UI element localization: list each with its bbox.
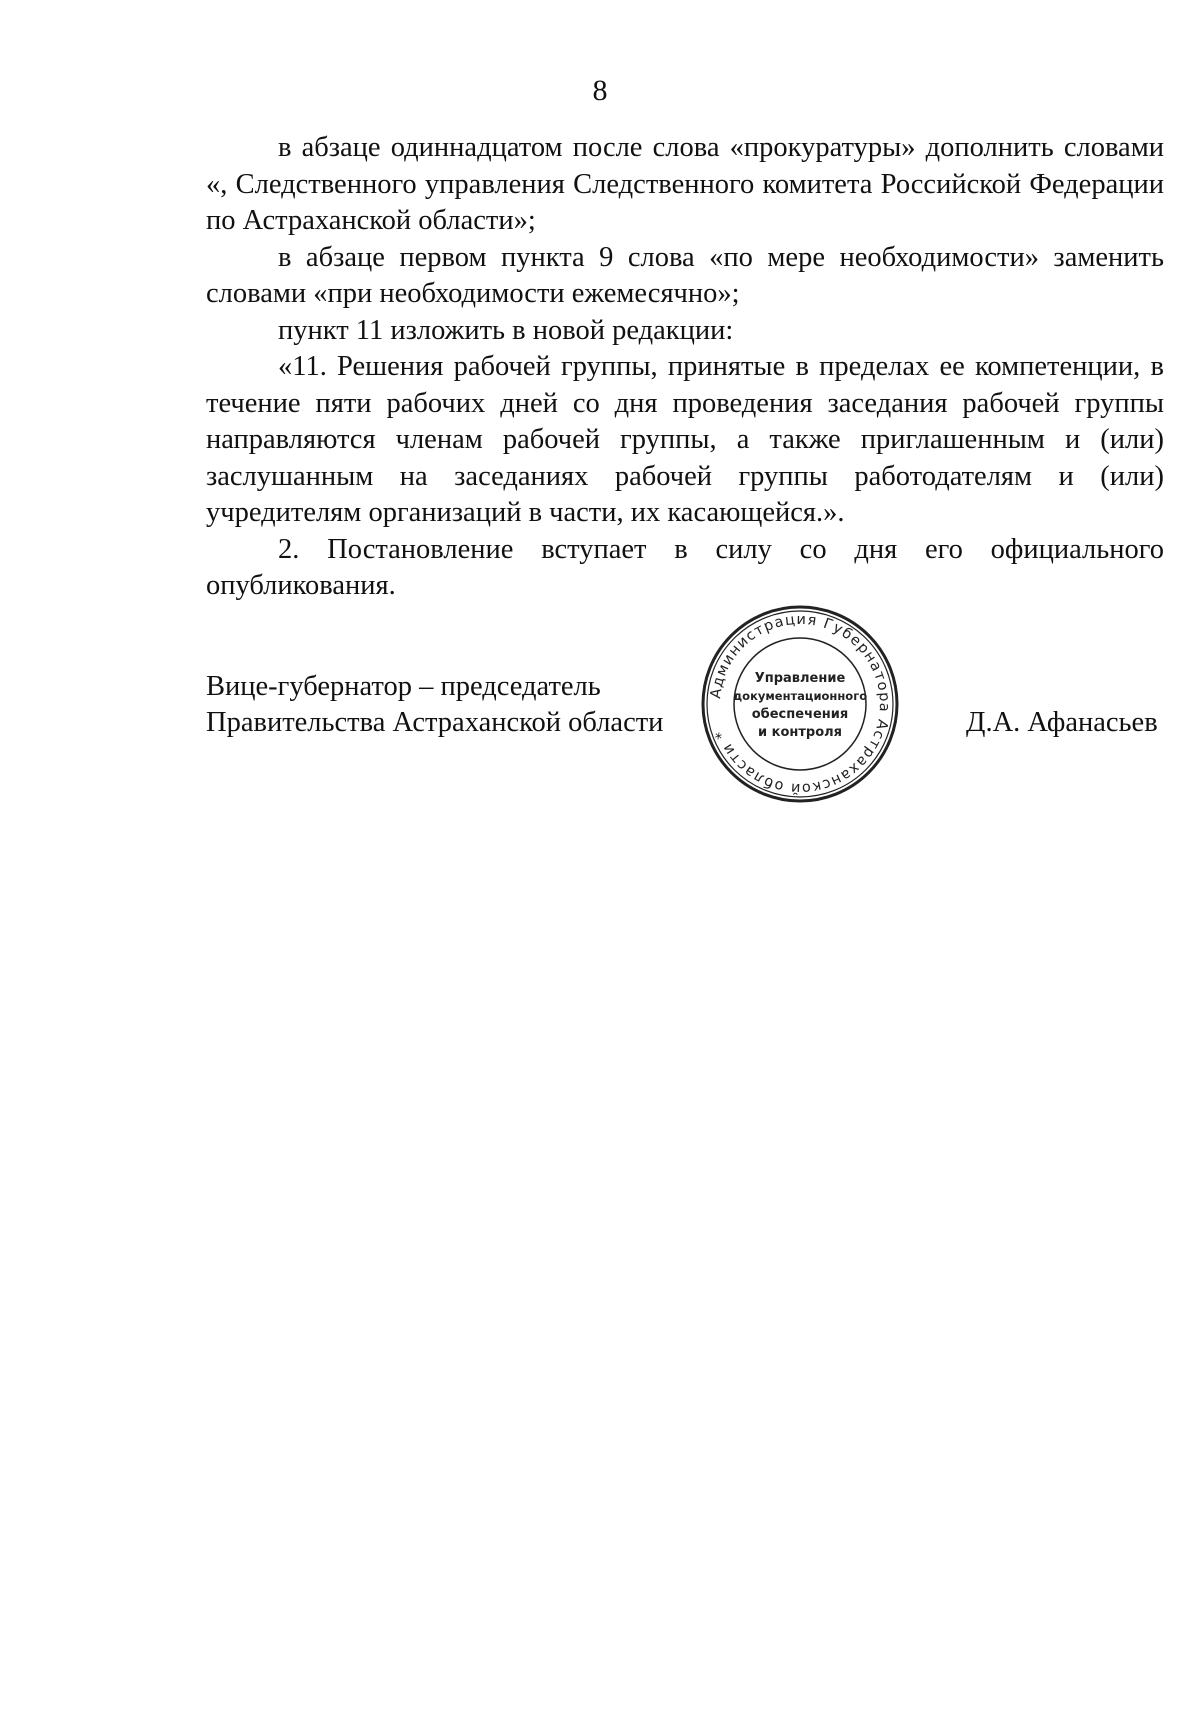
- signature-position-line1: Вице-губернатор – председатель: [206, 671, 601, 702]
- official-seal: [700, 604, 900, 804]
- paragraph-amendment-11: в абзаце одиннадцатом после слова «прокуратуры» дополнить словами «, Следственного управления Следственного комитета Российской Федерации по Астраханской области»;: [206, 132, 1164, 236]
- seal-center-line1: Управление: [754, 671, 846, 686]
- signature-position-line2: Правительства Астраханской области: [206, 707, 664, 738]
- seal-center-line3: обеспечения: [751, 707, 849, 722]
- signature-position: [206, 669, 663, 741]
- paragraph-amendment-9: в абзаце первом пункта 9 слова «по мере необходимости» заменить словами «при необходимости ежемесячно»;: [206, 241, 1164, 309]
- signer-name: Д.А. Афанасьев: [966, 707, 1158, 738]
- paragraph-point-11-text: «11. Решения рабочей группы, принятые в пределах ее компетенции, в течение пяти рабочих дней со дня проведения заседания рабочей группы направляются членам рабочей группы, а также приглашенным и (или) заслушанным на заседаниях рабочей группы работодателям и (или) учредителям организаций в части, их касающейся.».: [206, 351, 1164, 528]
- seal-graphic: [700, 604, 900, 804]
- document-body: [206, 130, 1164, 605]
- seal-center-line4: и контроля: [757, 725, 843, 740]
- paragraph-point-11-intro: пункт 11 изложить в новой редакции:: [278, 314, 734, 346]
- seal-center-line2: документационного: [732, 689, 868, 703]
- seal-ring-text: Администрация Губернатора Астраханской области *: [708, 611, 893, 797]
- page-number: 8: [592, 74, 608, 107]
- paragraph-effective-date: 2. Постановление вступает в силу со дня его официального опубликования.: [206, 533, 1164, 601]
